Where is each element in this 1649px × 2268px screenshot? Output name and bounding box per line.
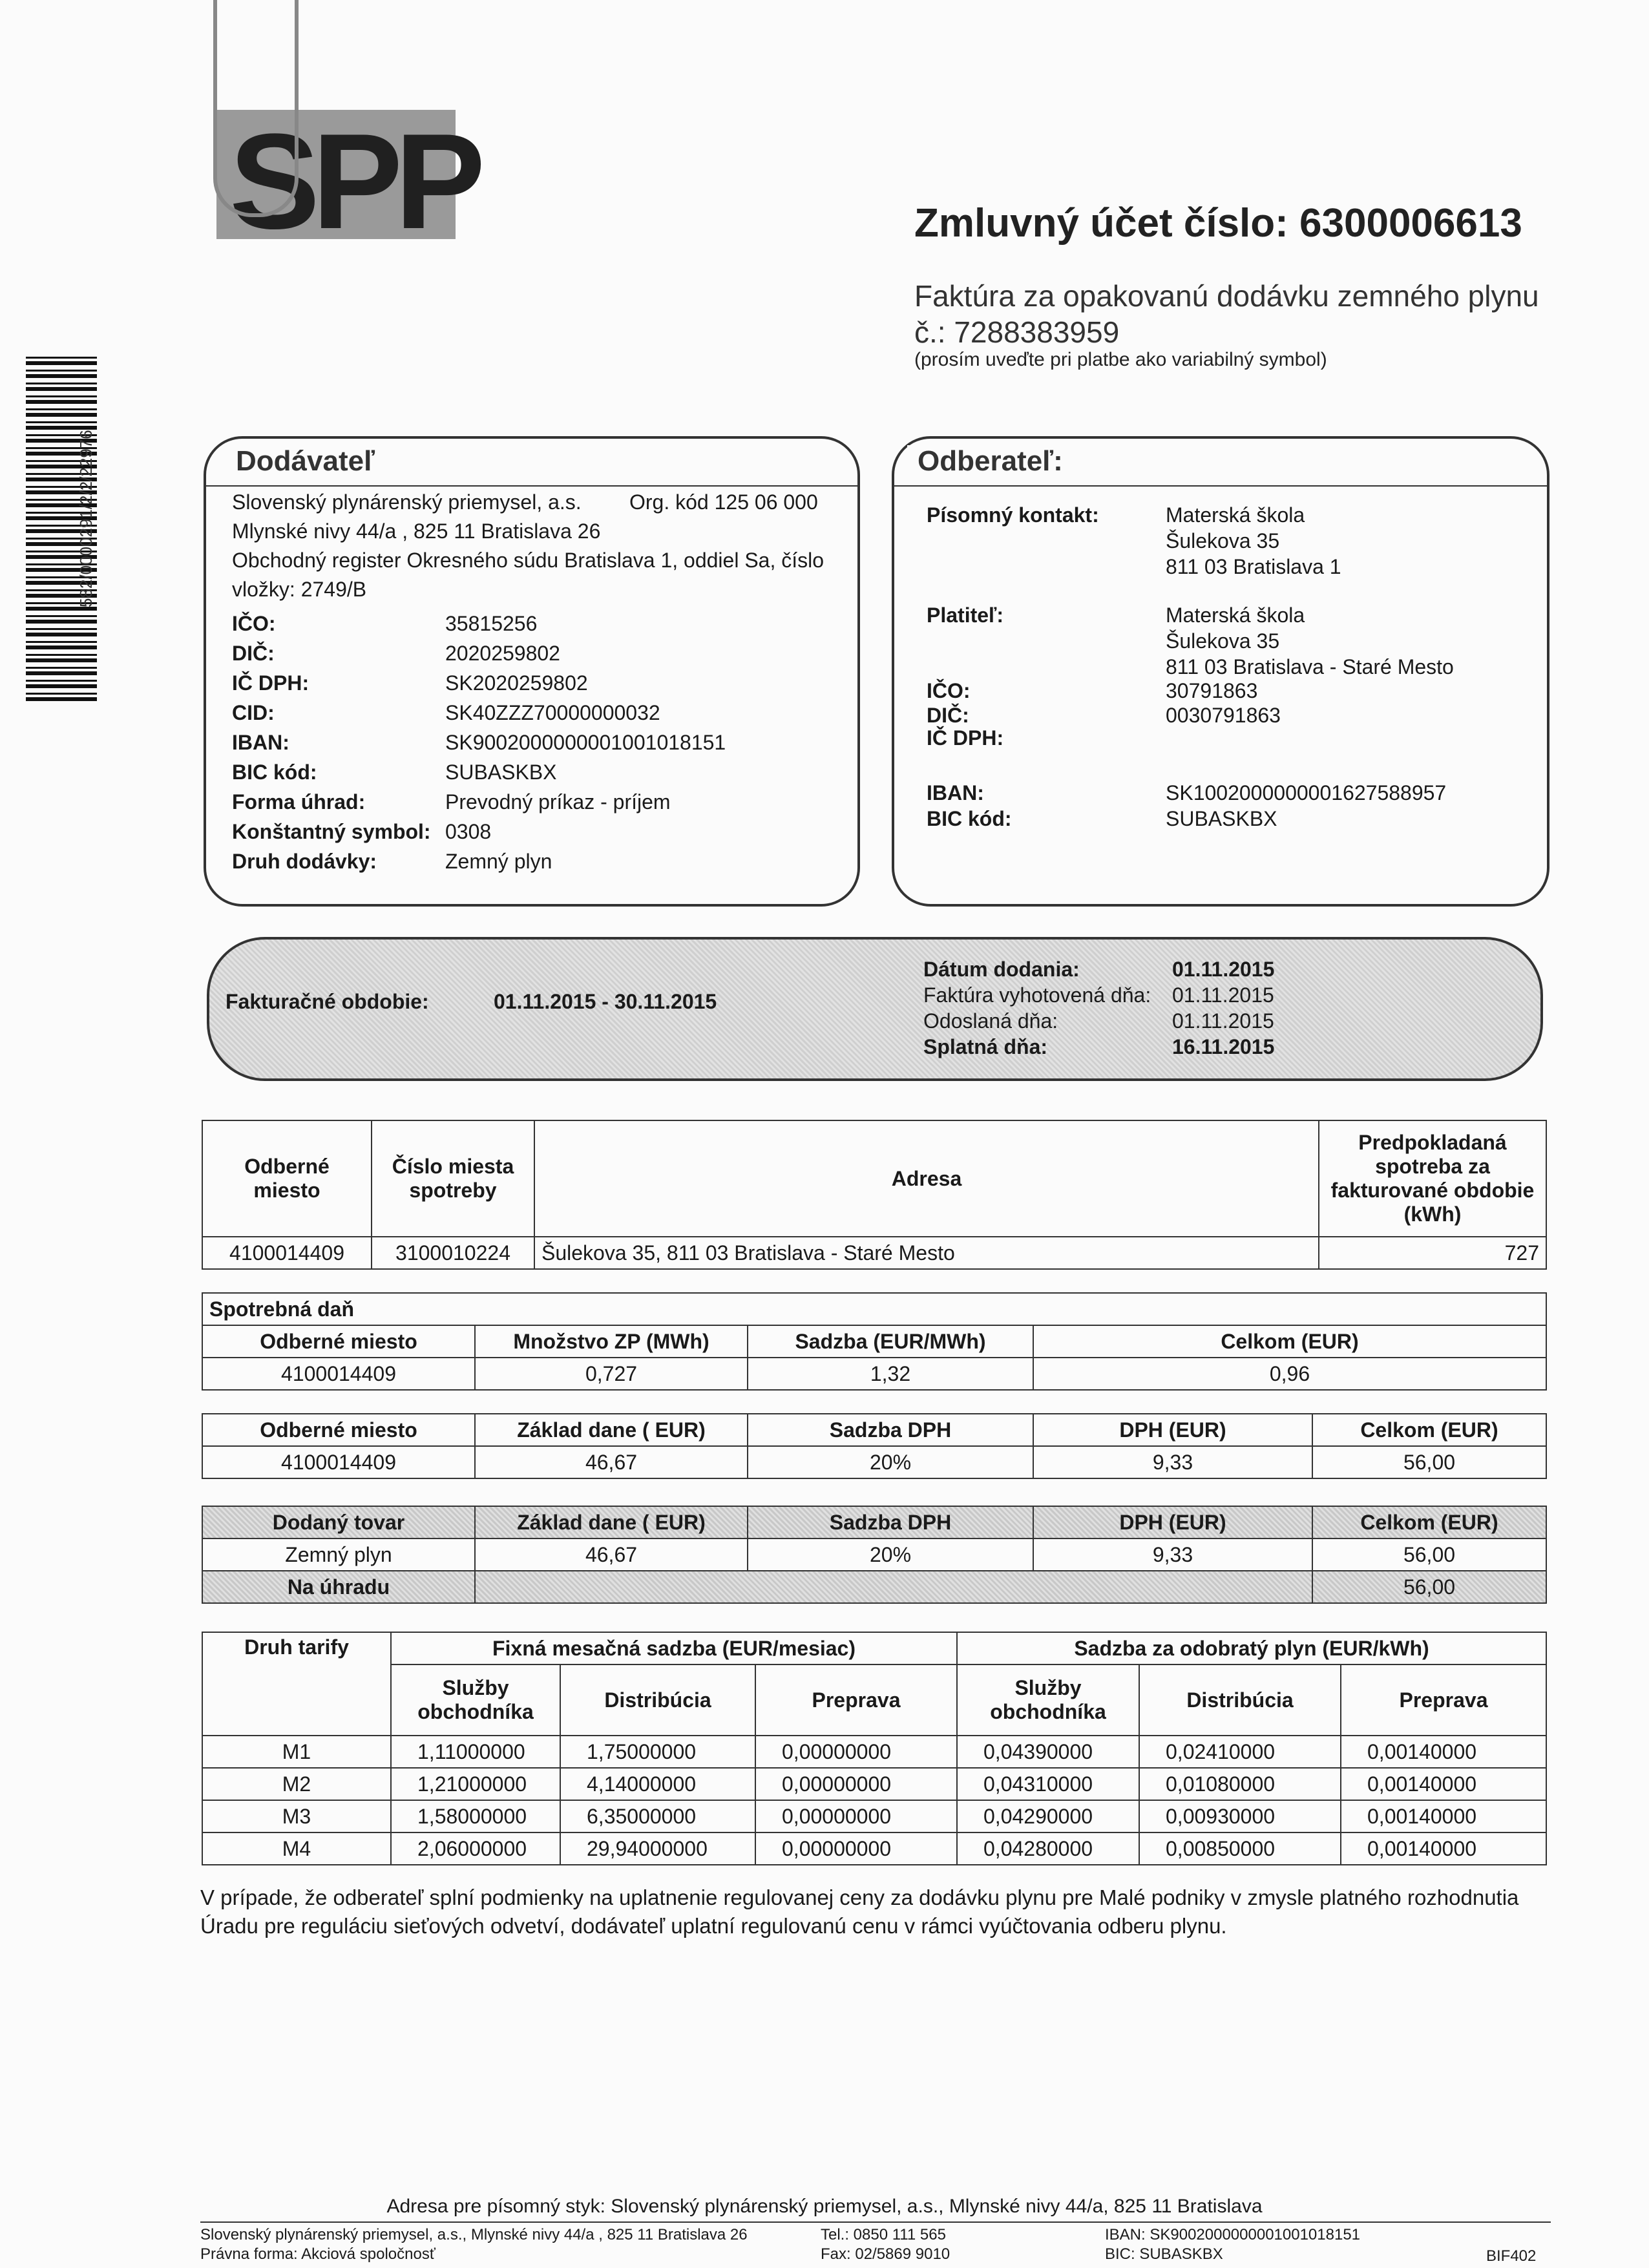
payer-label: Platiteľ: [927, 604, 1004, 627]
customer-bic-label: BIC kód: [927, 807, 1012, 830]
date-value: 01.11.2015 [1172, 1009, 1274, 1033]
supplier-field-label: Konštantný symbol: [232, 820, 431, 843]
vat-col-place: Odberné miesto [202, 1414, 475, 1446]
consumption-place-table [202, 1120, 1547, 1270]
col-place: Odberné miesto [202, 1120, 372, 1237]
customer-box [892, 436, 1549, 907]
excise-title: Spotrebná daň [202, 1293, 1546, 1325]
tariff-value: 0,00000000 [755, 1800, 957, 1832]
tariff-col-fixed: Fixná mesačná sadzba (EUR/mesiac) [391, 1632, 957, 1664]
tariff-value: 2,06000000 [391, 1832, 560, 1865]
payer-line-1: Materská škola [1166, 604, 1305, 627]
table-row [202, 1538, 1546, 1571]
col-address: Adresa [534, 1120, 1319, 1237]
contact-line-1: Materská škola [1166, 503, 1305, 527]
vat-amount: 9,33 [1033, 1446, 1312, 1478]
vat-rate: 20% [748, 1446, 1033, 1478]
place-id: 4100014409 [202, 1237, 372, 1269]
goods-table [202, 1506, 1547, 1604]
tariff-value: 6,35000000 [560, 1800, 755, 1832]
date-label: Faktúra vyhotovená dňa: [923, 983, 1151, 1007]
contact-line-2: Šulekova 35 [1166, 529, 1280, 552]
payer-line-3: 811 03 Bratislava - Staré Mesto [1166, 655, 1454, 678]
date-value: 01.11.2015 [1172, 983, 1274, 1007]
tariff-type: M2 [202, 1768, 391, 1800]
tariff-type: M3 [202, 1800, 391, 1832]
supplier-field-value: 2020259802 [445, 642, 560, 665]
supplier-field-value: Zemný plyn [445, 850, 552, 873]
tariff-type: M4 [202, 1832, 391, 1865]
excise-amount: 0,727 [475, 1358, 748, 1390]
tariff-value: 0,00000000 [755, 1768, 957, 1800]
billing-period-value: 01.11.2015 - 30.11.2015 [494, 990, 717, 1013]
excise-tax-table [202, 1292, 1547, 1391]
vat-col-total: Celkom (EUR) [1312, 1414, 1546, 1446]
date-label: Splatná dňa: [923, 1035, 1048, 1058]
tariff-value: 0,00850000 [1139, 1832, 1341, 1865]
table-row [202, 1832, 1546, 1865]
supplier-field-label: Forma úhrad: [232, 790, 366, 814]
vat-col-vat: DPH (EUR) [1033, 1414, 1312, 1446]
customer-iban-label: IBAN: [927, 781, 984, 804]
footer-company: Slovenský plynárenský priemysel, a.s., Mlynské nivy 44/a , 825 11 Bratislava 26 [200, 2226, 748, 2243]
supplier-name: Slovenský plynárenský priemysel, a.s. [232, 490, 582, 514]
customer-iban: SK1002000000001627588957 [1166, 781, 1447, 804]
tariff-table [202, 1632, 1547, 1865]
expected-consumption: 727 [1319, 1237, 1546, 1269]
tariff-type: M1 [202, 1736, 391, 1768]
supplier-field-label: IČ DPH: [232, 671, 310, 695]
table-row [202, 1800, 1546, 1832]
sub-distribution-rate: Distribúcia [1139, 1664, 1341, 1736]
table-row [202, 1768, 1546, 1800]
amount-due-value: 56,00 [1312, 1571, 1546, 1603]
date-label: Odoslaná dňa: [923, 1009, 1058, 1033]
sub-trader-fixed: Služby obchodníka [391, 1664, 560, 1736]
supplier-field-value: SK40ZZZ70000000032 [445, 701, 660, 724]
table-row [202, 1237, 1546, 1269]
supplier-field-value: 0308 [445, 820, 492, 843]
date-label: Dátum dodania: [923, 958, 1080, 981]
table-row [202, 1736, 1546, 1768]
supplier-field-value: SK2020259802 [445, 671, 588, 695]
tariff-value: 0,00140000 [1341, 1768, 1546, 1800]
excise-col-amount: Množstvo ZP (MWh) [475, 1325, 748, 1358]
vat-col-rate: Sadzba DPH [748, 1414, 1033, 1446]
goods-col-item: Dodaný tovar [202, 1506, 475, 1538]
amount-due-label: Na úhradu [202, 1571, 475, 1603]
contact-line-3: 811 03 Bratislava 1 [1166, 555, 1341, 578]
tariff-value: 0,04290000 [957, 1800, 1139, 1832]
vat-total: 56,00 [1312, 1446, 1546, 1478]
customer-icdph-label: IČ DPH: [927, 726, 1004, 750]
page-title: Zmluvný účet číslo: 6300006613 [914, 201, 1522, 246]
excise-place: 4100014409 [202, 1358, 475, 1390]
paper-clip [213, 0, 299, 217]
footer-bic: BIC: SUBASKBX [1105, 2245, 1223, 2263]
invoice-subtitle-line1: Faktúra za opakovanú dodávku zemného plynu [914, 279, 1539, 313]
tariff-value: 0,04390000 [957, 1736, 1139, 1768]
tariff-value: 0,00140000 [1341, 1736, 1546, 1768]
sub-trader-rate: Služby obchodníka [957, 1664, 1139, 1736]
supplier-field-label: DIČ: [232, 642, 275, 665]
supplier-title: Dodávateľ [226, 445, 385, 478]
supplier-field-value: Prevodný príkaz - príjem [445, 790, 671, 814]
tariff-col-rate: Sadzba za odobratý plyn (EUR/kWh) [957, 1632, 1546, 1664]
goods-col-vat: DPH (EUR) [1033, 1506, 1312, 1538]
tariff-value: 1,75000000 [560, 1736, 755, 1768]
excise-col-place: Odberné miesto [202, 1325, 475, 1358]
goods-col-rate: Sadzba DPH [748, 1506, 1033, 1538]
billing-period-box [207, 937, 1543, 1081]
customer-dic: 0030791863 [1166, 704, 1281, 727]
footer-iban: IBAN: SK9002000000001001018151 [1105, 2226, 1361, 2243]
goods-item: Zemný plyn [202, 1538, 475, 1571]
table-row [202, 1358, 1546, 1390]
supplier-address: Mlynské nivy 44/a , 825 11 Bratislava 26 [232, 520, 601, 543]
supplier-field-label: IBAN: [232, 731, 289, 754]
logo-text: SPP [229, 105, 478, 257]
goods-col-base: Základ dane ( EUR) [475, 1506, 748, 1538]
place-number: 3100010224 [372, 1237, 534, 1269]
invoice-number: č.: 7288383959 [914, 315, 1120, 349]
invoice-subtitle [914, 278, 1573, 350]
sub-distribution-fixed: Distribúcia [560, 1664, 755, 1736]
table-row [202, 1446, 1546, 1478]
date-value: 01.11.2015 [1172, 958, 1275, 981]
footer-address: Adresa pre písomný styk: Slovenský plynárenský priemysel, a.s., Mlynské nivy 44/a, 825 11 Bratislava [386, 2196, 1263, 2217]
supplier-register-2: vložky: 2749/B [232, 578, 367, 601]
excise-col-total: Celkom (EUR) [1033, 1325, 1546, 1358]
tariff-value: 4,14000000 [560, 1768, 755, 1800]
place-address: Šulekova 35, 811 03 Bratislava - Staré Mesto [534, 1237, 1319, 1269]
payer-line-2: Šulekova 35 [1166, 629, 1280, 653]
col-expected-consumption: Predpokladaná spotreba za fakturované obdobie (kWh) [1319, 1120, 1546, 1237]
tariff-value: 29,94000000 [560, 1832, 755, 1865]
footer-tel: Tel.: 0850 111 565 [821, 2226, 946, 2243]
col-place-number: Číslo miesta spotreby [372, 1120, 534, 1237]
goods-rate: 20% [748, 1538, 1033, 1571]
contact-label: Písomný kontakt: [927, 503, 1099, 527]
regulation-note: V prípade, že odberateľ splní podmienky na uplatnenie regulovanej ceny za dodávku plynu pre Malé podniky v zmysle platného rozhodnutia Úradu pre reguláciu sieťových odvetví, dodávateľ uplatní regulovanú cenu v rámci vyúčtovania odberu plynu. [200, 1885, 1519, 1938]
tariff-value: 0,01080000 [1139, 1768, 1341, 1800]
supplier-box [204, 436, 860, 907]
tariff-col-type: Druh tarify [202, 1632, 391, 1736]
supplier-field-value: SK9002000000001001018151 [445, 731, 726, 754]
tariff-value: 0,00000000 [755, 1736, 957, 1768]
excise-total: 0,96 [1033, 1358, 1546, 1390]
tariff-value: 0,04280000 [957, 1832, 1139, 1865]
vat-table [202, 1413, 1547, 1479]
customer-ico: 30791863 [1166, 679, 1258, 702]
goods-total: 56,00 [1312, 1538, 1546, 1571]
date-value: 16.11.2015 [1172, 1035, 1275, 1058]
customer-bic: SUBASKBX [1166, 807, 1277, 830]
vat-col-base: Základ dane ( EUR) [475, 1414, 748, 1446]
sub-transport-fixed: Preprava [755, 1664, 957, 1736]
goods-col-total: Celkom (EUR) [1312, 1506, 1546, 1538]
supplier-register-1: Obchodný register Okresného súdu Bratislava 1, oddiel Sa, číslo [232, 549, 824, 572]
amount-due-row [202, 1571, 1546, 1603]
tariff-value: 1,58000000 [391, 1800, 560, 1832]
tariff-value: 1,11000000 [391, 1736, 560, 1768]
side-code: 582/0000291/2/2/22976 [76, 430, 96, 607]
billing-period-label: Fakturačné obdobie: [226, 990, 429, 1013]
supplier-field-value: 35815256 [445, 612, 538, 635]
goods-vat: 9,33 [1033, 1538, 1312, 1571]
tariff-value: 0,00140000 [1341, 1800, 1546, 1832]
supplier-org-code: Org. kód 125 06 000 [629, 490, 818, 514]
tariff-value: 0,02410000 [1139, 1736, 1341, 1768]
goods-base: 46,67 [475, 1538, 748, 1571]
sub-transport-rate: Preprava [1341, 1664, 1546, 1736]
tariff-value: 0,04310000 [957, 1768, 1139, 1800]
footer-legal: Právna forma: Akciová spoločnosť [200, 2245, 436, 2263]
tariff-value: 1,21000000 [391, 1768, 560, 1800]
customer-title: Odberateľ: [907, 445, 1073, 478]
tariff-value: 0,00000000 [755, 1832, 957, 1865]
excise-col-rate: Sadzba (EUR/MWh) [748, 1325, 1033, 1358]
supplier-field-label: IČO: [232, 612, 276, 635]
footer-fax: Fax: 02/5869 9010 [821, 2245, 951, 2263]
vat-place: 4100014409 [202, 1446, 475, 1478]
variable-symbol-hint: (prosím uveďte pri platbe ako variabilný symbol) [914, 349, 1327, 370]
customer-dic-label: DIČ: [927, 704, 969, 727]
supplier-field-value: SUBASKBX [445, 761, 557, 784]
vat-base: 46,67 [475, 1446, 748, 1478]
customer-ico-label: IČO: [927, 679, 971, 702]
excise-rate: 1,32 [748, 1358, 1033, 1390]
tariff-value: 0,00140000 [1341, 1832, 1546, 1865]
supplier-field-label: Druh dodávky: [232, 850, 377, 873]
footer-form-code: BIF402 [1486, 2247, 1537, 2265]
tariff-value: 0,00930000 [1139, 1800, 1341, 1832]
supplier-field-label: BIC kód: [232, 761, 317, 784]
supplier-field-label: CID: [232, 701, 275, 724]
